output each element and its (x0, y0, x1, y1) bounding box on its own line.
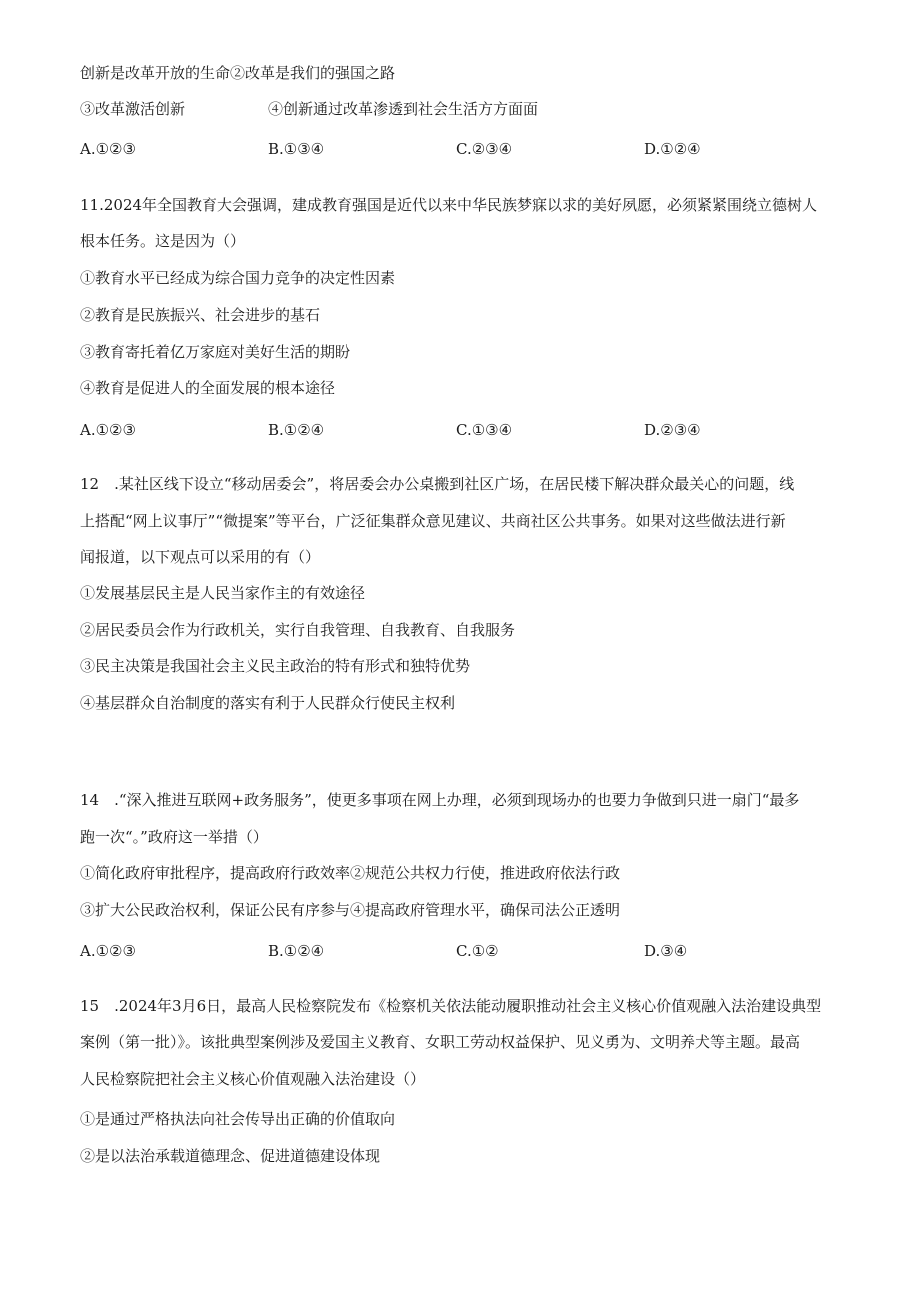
answer-option-d[interactable]: D.①②④ (644, 140, 701, 158)
question-11-item-2: ②教育是民族振兴、社会进步的基石 (80, 306, 321, 324)
answer-options-11 (80, 420, 840, 440)
answer-option-d[interactable]: D.②③④ (644, 421, 701, 439)
answer-options-14 (80, 941, 840, 961)
question-11-stem-1: 11.2024年全国教育大会强调，建成教育强国是近代以来中华民族梦寐以求的美好夙愿，必须紧紧围绕立德树人 (80, 196, 818, 214)
question-12-item-3: ③民主决策是我国社会主义民主政治的特有形式和独特优势 (80, 657, 471, 675)
question-14-items-line-1: ①简化政府审批程序，提高政府行政效率②规范公共权力行使，推进政府依法行政 (80, 864, 621, 882)
answer-option-c[interactable]: C.②③④ (456, 140, 513, 158)
question-11-stem-2: 根本任务。这是因为（） (80, 232, 246, 250)
question-14-stem-2: 跑一次“。”政府这一举措（） (80, 828, 268, 846)
question-11-item-3: ③教育寄托着亿万家庭对美好生活的期盼 (80, 343, 351, 361)
option-line-4: ④创新通过改革渗透到社会生活方方面面 (268, 100, 539, 118)
answer-option-b[interactable]: B.①③④ (268, 140, 325, 158)
option-line-3: ③改革激活创新 (80, 100, 186, 118)
answer-option-c[interactable]: C.①③④ (456, 421, 513, 439)
answer-option-d[interactable]: D.③④ (644, 942, 688, 960)
answer-options-top (80, 139, 840, 159)
answer-option-b[interactable]: B.①②④ (268, 421, 325, 439)
question-14-items-line-2: ③扩大公民政治权利，保证公民有序参与④提高政府管理水平，确保司法公正透明 (80, 901, 621, 919)
question-15-item-1: ①是通过严格执法向社会传导出正确的价值取向 (80, 1110, 396, 1128)
question-11-item-4: ④教育是促进人的全面发展的根本途径 (80, 379, 336, 397)
question-12-item-4: ④基层群众自治制度的落实有利于人民群众行使民主权利 (80, 694, 456, 712)
question-14-stem-1: 14 .“深入推进互联网+政务服务”，使更多事项在网上办理，必须到现场办的也要力争做到只进一扇门“最多 (80, 791, 800, 809)
question-12-stem-1: 12 .某社区线下设立“移动居委会”，将居委会办公桌搬到社区广场，在居民楼下解决群众最关心的问题，线 (80, 475, 795, 493)
question-11-item-1: ①教育水平已经成为综合国力竞争的决定性因素 (80, 269, 396, 287)
answer-option-b[interactable]: B.①②④ (268, 942, 325, 960)
question-12-stem-3: 闻报道，以下观点可以采用的有（） (80, 548, 321, 566)
question-15-stem-2: 案例（第一批）》。该批典型案例涉及爱国主义教育、女职工劳动权益保护、见义勇为、文明养犬等主题。最高 (80, 1033, 801, 1051)
question-12-item-1: ①发展基层民主是人民当家作主的有效途径 (80, 584, 366, 602)
question-15-item-2: ②是以法治承载道德理念、促进道德建设体现 (80, 1147, 381, 1165)
question-15-stem-1: 15 .2024年3月6日，最高人民检察院发布《检察机关依法能动履职推动社会主义核心价值观融入法治建设典型 (80, 997, 822, 1015)
option-line-1: 创新是改革开放的生命②改革是我们的强国之路 (80, 64, 396, 82)
question-15-stem-3: 人民检察院把社会主义核心价值观融入法治建设（） (80, 1070, 426, 1088)
answer-option-a[interactable]: A.①②③ (80, 942, 136, 960)
question-12-stem-2: 上搭配“网上议事厅”“微提案”等平台，广泛征集群众意见建议、共商社区公共事务。如果对这些做法进行新 (80, 512, 786, 530)
answer-option-c[interactable]: C.①② (456, 942, 499, 960)
question-12-item-2: ②居民委员会作为行政机关，实行自我管理、自我教育、自我服务 (80, 621, 516, 639)
answer-option-a[interactable]: A.①②③ (80, 140, 136, 158)
answer-option-a[interactable]: A.①②③ (80, 421, 136, 439)
